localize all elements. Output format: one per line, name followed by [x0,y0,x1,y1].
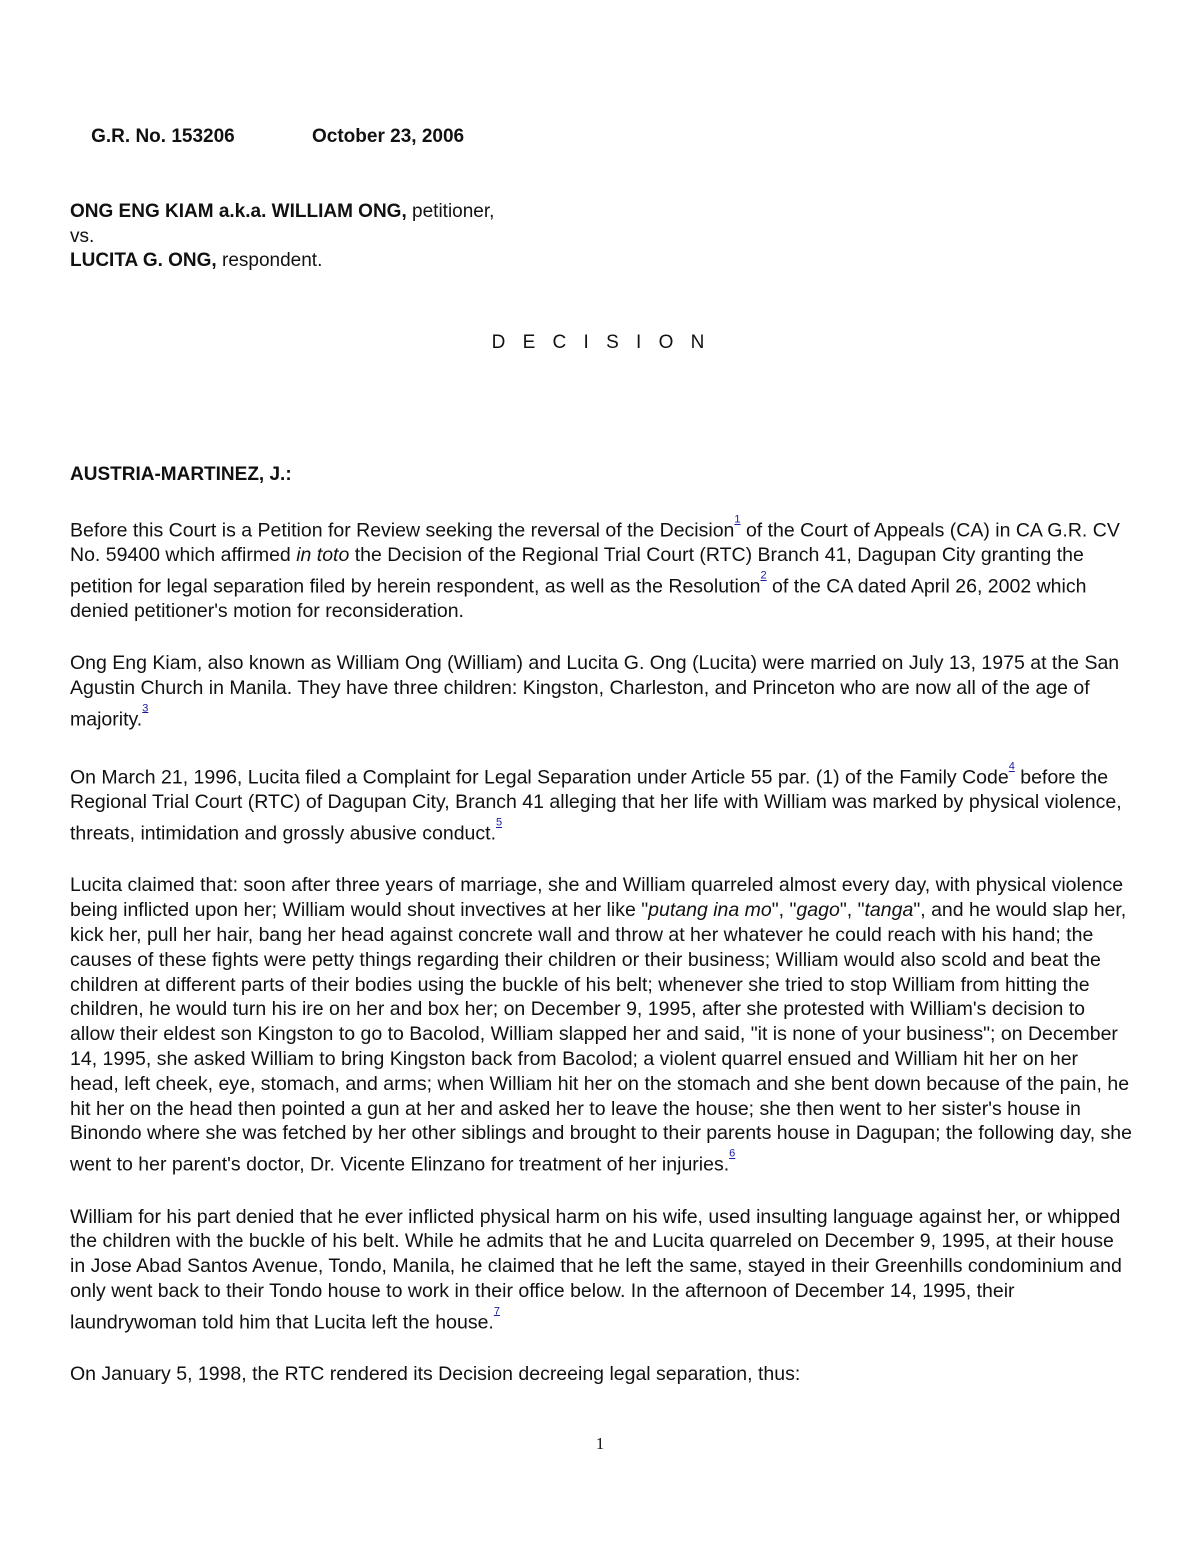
paragraph-text: ", " [839,899,865,922]
paragraph-text: Before this Court is a Petition for Review seeking the reversal of the Decision [70,519,735,542]
paragraph-text: Lucita claimed that: soon after three years of marriage, she and William quarreled almost every day, with physical violence being inflicted upon her; William would shout invectives at her like " [70,874,1124,922]
italic-text: tanga [864,899,914,922]
paragraph-4 [70,873,1132,1177]
footnote-link-1[interactable]: 1 [734,513,741,526]
respondent-name: LUCITA G. ONG, [70,250,217,271]
footnote-link-6[interactable]: 6 [729,1147,736,1160]
decision-body [70,512,1132,1414]
paragraph-text: Ong Eng Kiam, also known as William Ong (William) and Lucita G. Ong (Lucita) were married on July 13, 1975 at the San Agustin Church in Manila. They have three children: Kingston, Charleston, and Princeton who are now all of the age of majority. [70,652,1120,731]
paragraph-text: William for his part denied that he ever inflicted physical harm on his wife, used insulting language against her, or whipped the children with the buckle of his belt. While he admits that he and Lucita quarreled on December 9, 1995, at their house in Jose Abad Santos Avenue, Tondo, Manila, he claimed that he left the same, stayed in their Greenhills condominium and only went back to their Tondo house to work in their office below. In the afternoon of December 14, 1995, their laundrywoman told him that Lucita left the house. [70,1205,1122,1334]
respondent-role: respondent. [216,250,323,271]
paragraph-1 [70,512,1132,624]
footnote-link-5[interactable]: 5 [495,816,503,829]
petitioner-line [70,200,1132,225]
paragraph-text: before the Regional Trial Court (RTC) of Dagupan City, Branch 41 alleging that her life with William was marked by physical violence, threats, intimidation and grossly abusive conduct. [70,766,1122,845]
paragraph-6 [70,1362,1132,1387]
italic-text: in toto [296,544,350,567]
paragraph-text: of the CA dated April 26, 2002 which denied petitioner's motion for reconsideration. [70,575,1087,623]
decision-title: D E C I S I O N [491,332,711,353]
paragraph-text: of the Court of Appeals (CA) in CA G.R. CV No. 59400 which affirmed [70,519,1120,567]
italic-text: gago [796,899,840,922]
petitioner-role: petitioner, [406,201,495,222]
ponente: AUSTRIA-MARTINEZ, J.: [70,464,292,485]
paragraph-5 [70,1205,1132,1335]
document-page [70,98,1132,1386]
footnote-link-4[interactable]: 4 [1008,760,1015,773]
parties-block [70,200,1132,274]
case-header [70,98,1132,176]
paragraph-text: ", and he would slap her, kick her, pull her hair, bang her head against concrete wall and throw at her whatever he could reach with his hand; the causes of these fights were petty things regarding their children or their business; William would also scold and beat the children at different parts of their bodies using the buckle of his belt; whenever she tried to stop William from hitting the children, he would turn his ire on her and box her; on December 9, 1995, after she protested with William's decision to allow their eldest son Kingston to go to Bacolod, William slapped her and said, "it is none of your business"; on December 14, 1995, she asked William to bring Kingston back from Bacolod; a violent quarrel ensued and William hit her on her head, left cheek, eye, stomach, and arms; when William hit her on the stomach and she bent down because of the pain, he hit her on the head then pointed a gun at her and asked her to leave the house; she then went to her sister's house in Binondo where she was fetched by her other siblings and brought to their parents house in Dagupan; the following day, she went to her parent's doctor, Dr. Vicente Elinzano for treatment of her injuries. [70,899,1132,1176]
page-number: 1 [595,1434,605,1453]
paragraph-text: On March 21, 1996, Lucita filed a Complaint for Legal Separation under Article 55 par. (1) of the Family Code [70,766,1009,789]
decision-date: October 23, 2006 [312,126,465,147]
versus-line: vs. [70,225,95,247]
footnote-link-7[interactable]: 7 [493,1305,500,1318]
footnote-link-3[interactable]: 3 [142,702,149,715]
footnote-link-2[interactable]: 2 [760,569,767,582]
respondent-line [70,249,1132,274]
italic-text: putang ina mo [648,899,772,922]
case-number: G.R. No. 153206 [91,126,235,147]
paragraph-text: ", " [771,899,797,922]
paragraph-text: the Decision of the Regional Trial Court (RTC) Branch 41, Dagupan City granting the petition for legal separation filed by herein respondent, as well as the Resolution [70,544,1084,598]
paragraph-3 [70,759,1132,846]
petitioner-name: ONG ENG KIAM a.k.a. WILLIAM ONG, [70,201,407,222]
paragraph-2 [70,651,1132,732]
paragraph-text: On January 5, 1998, the RTC rendered its Decision decreeing legal separation, thus: [70,1363,801,1386]
